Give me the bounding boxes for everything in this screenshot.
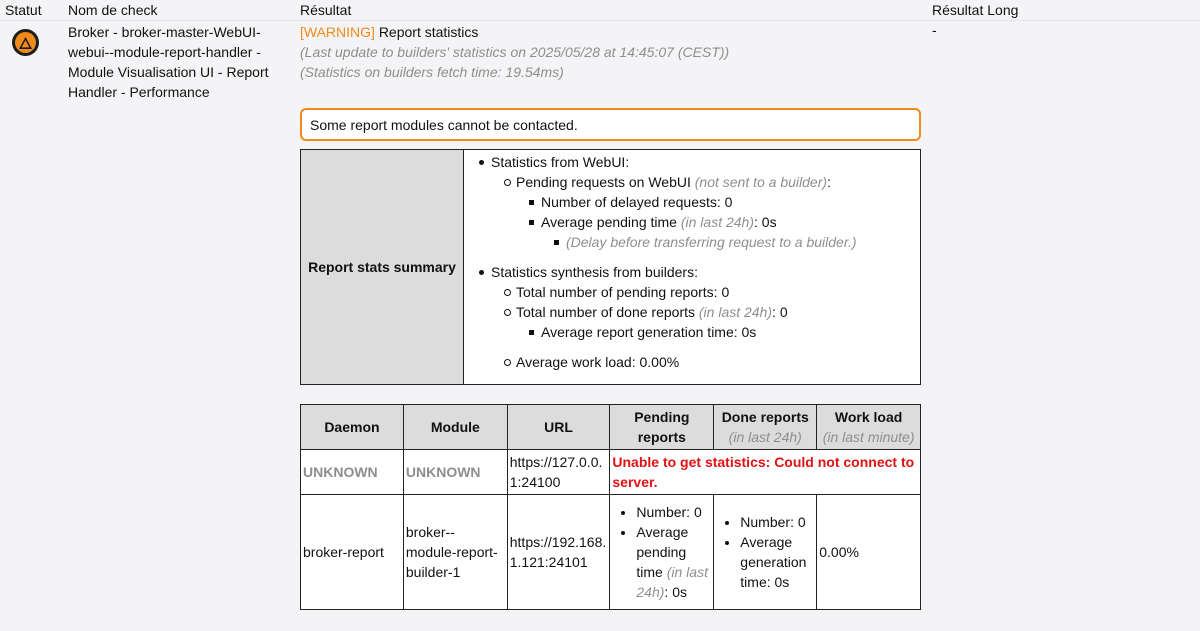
result-title-text: Report statistics: [378, 24, 479, 40]
module-cell: UNKNOWN: [403, 450, 507, 495]
done-avg: • Average generation time: 0s: [740, 532, 814, 592]
header-check-name[interactable]: Nom de check: [68, 2, 158, 18]
daemon-cell: UNKNOWN: [301, 450, 404, 495]
header-status[interactable]: Statut: [5, 2, 42, 18]
pending-cell: [610, 495, 714, 610]
header-result[interactable]: Résultat: [300, 2, 352, 18]
table-row: [301, 450, 921, 495]
pending-avg: • Average pending time (in last 24h): 0s: [636, 522, 711, 602]
last-update: (Last update to builders' statistics on 2025/05/28 at 14:45:07 (CEST)): [300, 44, 730, 60]
avg-generation-time: Average report generation time: 0s: [541, 324, 757, 340]
warning-level: [WARNING]: [300, 24, 375, 40]
synthesis-title: Statistics synthesis from builders:: [491, 264, 698, 280]
summary-content: [464, 150, 920, 384]
delayed-requests: Number of delayed requests: 0: [541, 194, 733, 210]
done-cell: [714, 495, 817, 610]
col-workload: Work load (in last minute): [817, 405, 921, 450]
url-cell[interactable]: https://127.0.0.1:24100: [507, 450, 610, 495]
summary-label: Report stats summary: [301, 150, 464, 384]
col-module: Module: [403, 405, 507, 450]
url-cell[interactable]: https://192.168.1.121:24101: [507, 495, 610, 610]
error-cell: Unable to get statistics: Could not connect to server.: [610, 450, 921, 495]
long-result: -: [932, 22, 937, 38]
avg-workload: Average work load: 0.00%: [516, 354, 680, 370]
delay-note: (Delay before transferring request to a builder.): [566, 234, 857, 250]
fetch-time: (Statistics on builders fetch time: 19.54ms): [300, 64, 564, 80]
warning-alert: Some report modules cannot be contacted.: [300, 108, 921, 141]
header-divider: [0, 20, 1200, 21]
col-done: Done reports (in last 24h): [714, 405, 817, 450]
workload-cell: 0.00%: [817, 495, 921, 610]
daemon-cell: broker-report: [301, 495, 404, 610]
table-row: [301, 495, 921, 610]
daemons-table: [300, 404, 921, 610]
col-url: URL: [507, 405, 610, 450]
webui-stats-title: Statistics from WebUI:: [491, 154, 630, 170]
done-number: • Number: 0: [740, 512, 814, 532]
header-long-result[interactable]: Résultat Long: [932, 2, 1019, 18]
warning-icon: [12, 29, 39, 56]
result-block: [300, 22, 925, 82]
total-pending: Total number of pending reports: 0: [516, 284, 730, 300]
pending-number: • Number: 0: [636, 502, 711, 522]
avg-pending-time: Average pending time (in last 24h): 0s: [541, 214, 777, 230]
stats-summary: [300, 149, 921, 385]
module-cell: broker--module-report-builder-1: [403, 495, 507, 610]
total-done: Total number of done reports (in last 24h): 0: [516, 304, 788, 320]
result-title: [300, 22, 925, 42]
col-daemon: Daemon: [301, 405, 404, 450]
pending-requests: Pending requests on WebUI (not sent to a builder):: [516, 174, 831, 190]
table-header-row: [301, 405, 921, 450]
col-pending: Pending reports: [610, 405, 714, 450]
check-name[interactable]: Broker - broker-master-WebUI-webui--module-report-handler - Module Visualisation UI - Report Handler - Performance: [68, 24, 269, 100]
